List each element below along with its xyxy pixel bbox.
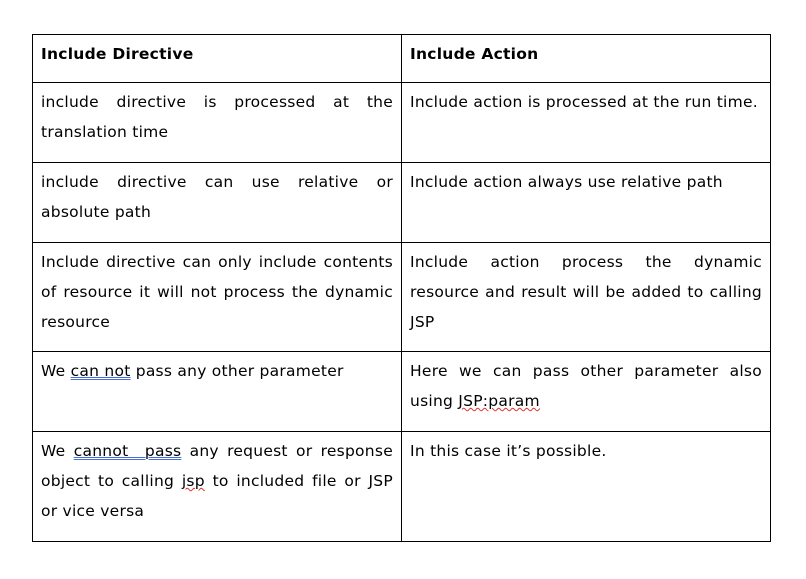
header-include-directive: Include Directive	[33, 35, 402, 83]
table-row	[33, 432, 771, 542]
table-row	[33, 83, 771, 163]
directive-cell	[33, 352, 402, 432]
table-row	[33, 352, 771, 432]
action-cell: Include action is processed at the run time.	[402, 83, 771, 163]
text-fragment: We	[41, 362, 71, 380]
spelling-marked-text[interactable]: JSP:param	[458, 392, 540, 410]
header-include-action: Include Action	[402, 35, 771, 83]
directive-cell: include directive can use relative or absolute path	[33, 163, 402, 243]
text-fragment: We	[41, 442, 74, 460]
text-fragment: pass any other parameter	[130, 362, 344, 380]
comparison-table	[32, 34, 771, 542]
directive-cell: include directive is processed at the translation time	[33, 83, 402, 163]
text-fragment: Here we can pass other parameter also using	[410, 362, 762, 410]
grammar-marked-text[interactable]: cannot pass	[73, 442, 182, 460]
text-fragment: to included file or JSP or vice versa	[41, 472, 393, 520]
action-cell: Include action always use relative path	[402, 163, 771, 243]
table-header-row	[33, 35, 771, 83]
spelling-marked-text[interactable]: jsp	[181, 472, 205, 490]
table-row	[33, 163, 771, 243]
action-cell	[402, 352, 771, 432]
action-cell: In this case it’s possible.	[402, 432, 771, 542]
action-cell: Include action process the dynamic resource and result will be added to calling JSP	[402, 243, 771, 352]
grammar-marked-text[interactable]: can not	[70, 362, 131, 380]
table-row	[33, 243, 771, 352]
directive-cell	[33, 432, 402, 542]
text-fragment: any request or response object to calling	[41, 442, 393, 490]
directive-cell: Include directive can only include contents of resource it will not process the dynamic resource	[33, 243, 402, 352]
